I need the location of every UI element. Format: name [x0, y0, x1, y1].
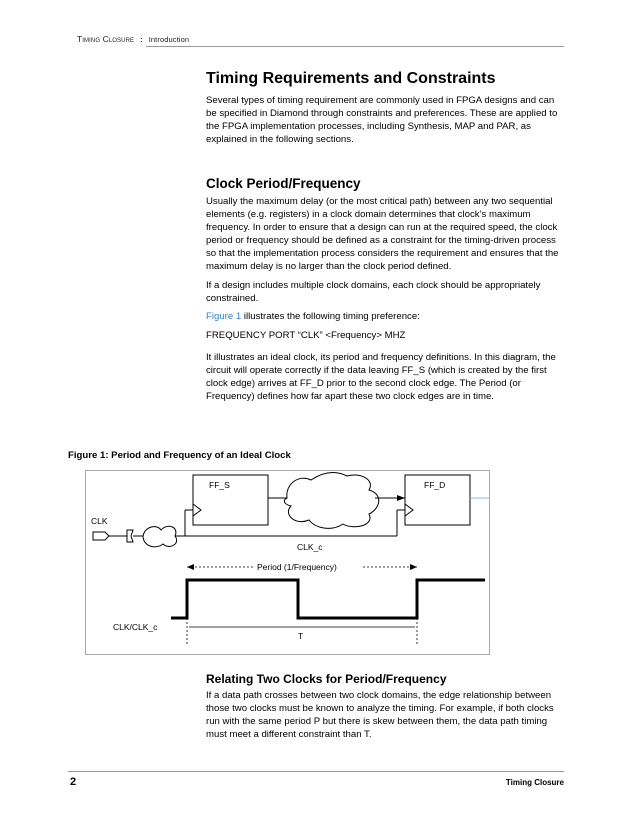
clk-buffer-icon [127, 530, 133, 542]
clk-c-label: CLK_c [297, 542, 323, 552]
section-clock-period [206, 176, 564, 403]
period-arrow-left [187, 564, 194, 570]
combinational-logic-cloud [284, 473, 378, 529]
header-separator: : [140, 35, 143, 44]
figure-link[interactable]: Figure 1 [206, 310, 242, 322]
clock-waveform [171, 580, 485, 618]
header-rule [146, 46, 564, 47]
section-title: Clock Period/Frequency [206, 176, 361, 191]
paragraph [206, 310, 564, 323]
period-arrow-right [410, 564, 417, 570]
ff-d-label: FF_D [424, 480, 446, 490]
page-number: 2 [70, 776, 77, 788]
footer-rule [68, 771, 564, 772]
footer-title: Timing Closure [505, 778, 564, 787]
clock-delay-cloud [143, 526, 177, 547]
code-line: FREQUENCY PORT “CLK” <Frequency> MHZ [206, 329, 406, 341]
section-body: If a data path crosses between two clock domains, the edge relationship between those two clocks must be known to analyze the timing. For example, if both clocks run with the same period P but there is skew between them, the data path timing must meet a different constraint than T. [206, 690, 554, 741]
section-timing-requirements [206, 70, 564, 146]
section-body: Several types of timing requirement are commonly used in FPGA designs and can be specified in Diamond through constraints and preferences. These are applied to the FPGA implementation processes, including Synthesis, MAP and PAR, as explained in the following sections. [206, 95, 558, 146]
clk-label: CLK [91, 516, 108, 526]
clock-diagram [85, 470, 495, 655]
data-arrow-head [397, 495, 405, 501]
period-label: Period (1/Frequency) [257, 562, 337, 572]
paragraph: It illustrates an ideal clock, its period and frequency definitions. In this diagram, the circuit will operate correctly if the data leaving FF_S (which is created by the first clock edge) arrives at FF_D prior to the second clock edge. The Period (or Frequency) defines how far apart these two clock edges are in time. [206, 351, 556, 403]
paragraph-text: illustrates the following timing preference: [241, 310, 420, 322]
ff-s-box [193, 475, 268, 525]
section-relating-two-clocks [206, 672, 564, 741]
clk-port-icon [93, 532, 109, 540]
header-section: Timing Closure [77, 34, 135, 44]
figure-caption: Figure 1: Period and Frequency of an Ideal Clock [68, 450, 291, 461]
section-title: Timing Requirements and Constraints [206, 70, 496, 87]
paragraph: Usually the maximum delay (or the most critical path) between any two sequential elements (e.g. registers) in a clock domain determines that clock’s maximum frequency. In order to ensure that a design can run at the required speed, the clock period or frequency should be defined as a constraint for the timing-driven process so that the implementation process considers the requirement and ensures that the maximum delay is no larger than the clock period defined. [206, 196, 559, 273]
paragraph: If a design includes multiple clock domains, each clock should be appropriately constrained. [206, 279, 541, 304]
header-chapter: Introduction [148, 35, 190, 44]
section-title: Relating Two Clocks for Period/Frequency [206, 672, 447, 686]
waveform-label: CLK/CLK_c [113, 622, 158, 632]
figure-1 [85, 470, 495, 660]
t-label: T [298, 631, 304, 641]
running-header [77, 34, 189, 44]
ff-s-label: FF_S [209, 480, 230, 490]
